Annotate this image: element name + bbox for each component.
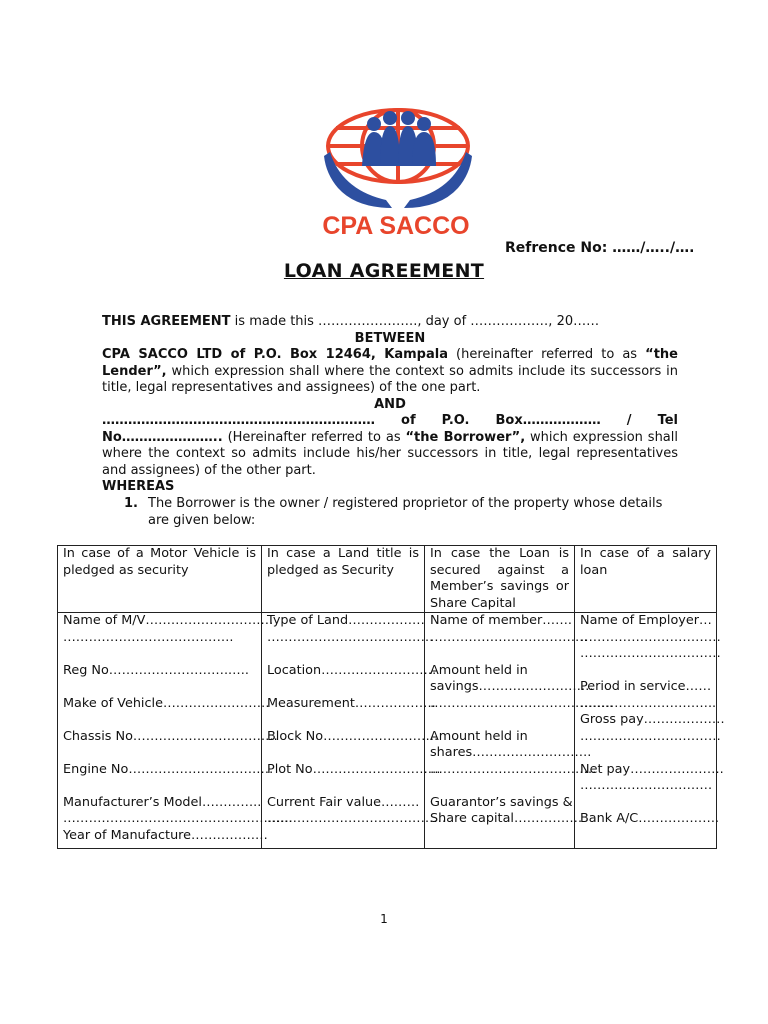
field-line: ………………………………… — [267, 629, 434, 645]
field-line: Manufacturer’s Model………….. — [63, 794, 262, 810]
field-line: ……………………………………. — [430, 695, 614, 711]
field-line: Reg No………………………..…. — [63, 662, 249, 678]
field-line: Chassis No……………………………. — [63, 728, 278, 744]
header-member-savings: In case the Loan is secured against a Member’s savings or Share Capital — [425, 546, 575, 613]
field-line: Make of Vehicle……………………. — [63, 695, 270, 711]
intro-rest: is made this ………………….., day of ………………, 20…… — [230, 314, 600, 329]
lender-name: CPA SACCO LTD of P.O. Box 12464, Kampala — [102, 347, 448, 362]
field-line: Engine No……………………………. — [63, 761, 274, 777]
header-land-title: In case a Land title is pledged as Security — [262, 546, 425, 613]
field-line: …………………………………. — [63, 629, 234, 645]
spacer — [580, 795, 711, 812]
field-line: Location……………………… — [267, 662, 437, 678]
field-line: Bank A/C………………. — [580, 811, 720, 826]
spacer — [63, 778, 256, 795]
spacer — [267, 745, 419, 762]
borrower-role: “the Borrower”, — [405, 429, 526, 445]
field-line: …………………………. — [580, 778, 713, 793]
logo-text: CPA SACCO — [322, 212, 470, 240]
table-header-row — [58, 546, 717, 613]
field-line: Amount held in — [430, 662, 528, 678]
field-line: Name of Employer… — [580, 613, 712, 628]
field-line: Net pay…………………. — [580, 761, 724, 777]
lender-text-2: which expression shall where the context so admits include its successors in title, legal representatives and assignees) of the one part. — [102, 363, 678, 396]
intro-paragraph — [102, 314, 678, 331]
field-line: Current Fair value……… — [267, 794, 420, 810]
clause-number: 1. — [124, 496, 138, 511]
field-line: shares………………………. — [430, 745, 592, 760]
page-number: 1 — [380, 912, 388, 926]
field-line: Name of member……. — [430, 613, 572, 628]
spacer — [267, 646, 419, 663]
spacer — [63, 712, 256, 729]
security-details-table — [57, 545, 725, 849]
borrower-text-1: (Hereinafter referred to as — [222, 429, 406, 445]
spacer — [63, 646, 256, 663]
spacer — [430, 646, 569, 663]
spacer — [580, 745, 711, 762]
land-title-details — [262, 613, 447, 849]
spacer — [430, 778, 569, 795]
spacer — [267, 712, 419, 729]
field-line: …………………………………… — [267, 811, 447, 826]
field-line: Share capital……………. — [430, 811, 583, 826]
cpa-sacco-logo — [316, 104, 476, 240]
reference-number: Refrence No: ……/…../…. — [505, 240, 695, 256]
field-line: Block No……………………… — [267, 728, 439, 744]
and-heading: AND — [374, 397, 406, 412]
spacer — [63, 745, 256, 762]
field-line: Year of Manufacture……………… — [63, 827, 268, 843]
salary-loan-details — [575, 613, 725, 849]
field-line: ………………………………. — [430, 629, 588, 645]
between-heading: BETWEEN — [354, 331, 426, 346]
field-line: Amount held in — [430, 728, 528, 744]
field-line: Period in service…… — [580, 679, 712, 694]
borrower-blanks: ……………………………………………………… of P.O. Box……………… / Tel No………………….. — [102, 413, 678, 445]
clause-text: The Borrower is the owner / registered proprietor of the property whose details are given below: — [148, 496, 663, 528]
title-text: LOAN AGREEMENT — [283, 260, 485, 282]
field-line: Gross pay………………. — [580, 712, 725, 727]
motor-vehicle-details — [58, 613, 293, 849]
header-motor-vehicle: In case of a Motor Vehicle is pledged as security — [58, 546, 262, 613]
spacer — [267, 778, 419, 795]
spacer — [267, 679, 419, 696]
lender-role: “the Lender”, — [102, 347, 678, 379]
table-row — [58, 613, 717, 849]
spacer — [580, 663, 711, 680]
field-line: ……………………………………………... — [63, 811, 293, 826]
header-salary-loan: In case of a salary loan — [575, 546, 717, 613]
lender-paragraph — [102, 347, 678, 397]
globe-hands-icon — [316, 104, 476, 240]
spacer — [63, 679, 256, 696]
field-line: Plot No………………………… — [267, 761, 441, 777]
field-line: …………………………… — [580, 646, 721, 661]
intro-bold: THIS AGREEMENT — [102, 314, 231, 329]
whereas-heading: WHEREAS — [102, 479, 175, 494]
member-savings-details — [425, 613, 614, 849]
document-title — [0, 260, 768, 282]
field-line: Type of Land……………… — [267, 613, 425, 628]
field-line: ………………………….. — [580, 695, 717, 711]
borrower-paragraph — [102, 413, 678, 479]
borrower-text-2: which expression shall where the context so admits include his/her successors in title, legal representatives and assignees) of the other part. — [102, 429, 678, 478]
lender-text-1: (hereinafter referred to as — [447, 347, 646, 362]
field-line: Measurement………………. — [267, 695, 436, 711]
field-line: Name of M/V………………………… — [63, 613, 274, 628]
field-line: Guarantor’s savings & — [430, 794, 573, 810]
spacer — [430, 712, 569, 729]
field-line: savings……………………… — [430, 679, 594, 694]
field-line: ………………………………… — [430, 761, 597, 777]
field-line: …………………………… — [580, 728, 721, 744]
field-line: …………………………… — [580, 629, 721, 645]
